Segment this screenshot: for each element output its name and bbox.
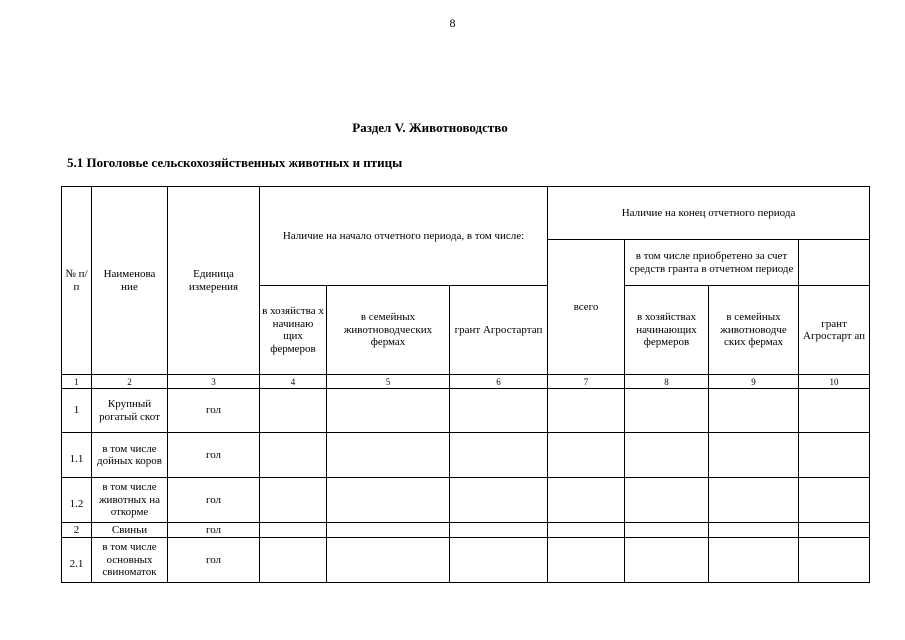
data-cell[interactable] (709, 478, 799, 523)
table-row (62, 538, 870, 583)
data-cell[interactable] (327, 389, 450, 433)
subsection-title: 5.1 Поголовье сельскохозяйственных животных и птицы (67, 155, 403, 170)
row-unit: гол (168, 538, 260, 583)
data-cell[interactable] (327, 433, 450, 478)
row-num: 2 (62, 523, 92, 538)
header-unit: Единица измерения (168, 187, 260, 375)
header-col7-total: всего (548, 240, 625, 375)
data-cell[interactable] (625, 538, 709, 583)
table-row (62, 523, 870, 538)
data-cell[interactable] (450, 523, 548, 538)
data-cell[interactable] (709, 433, 799, 478)
header-num: № п/п (62, 187, 92, 375)
col-number: 3 (168, 375, 260, 389)
header-end-group: Наличие на конец отчетного периода (548, 187, 870, 240)
page-number: 8 (449, 16, 456, 30)
data-cell[interactable] (709, 523, 799, 538)
header-end-empty-cell (799, 240, 870, 286)
data-cell[interactable] (799, 523, 870, 538)
livestock-table (61, 186, 870, 583)
data-cell[interactable] (799, 433, 870, 478)
data-cell[interactable] (548, 538, 625, 583)
col-number: 1 (62, 375, 92, 389)
row-name: Свиньи (92, 523, 168, 538)
row-name: Крупный рогатый скот (92, 389, 168, 433)
data-cell[interactable] (450, 538, 548, 583)
data-cell[interactable] (450, 433, 548, 478)
row-num: 2.1 (62, 538, 92, 583)
data-cell[interactable] (625, 478, 709, 523)
row-unit: гол (168, 433, 260, 478)
row-unit: гол (168, 523, 260, 538)
data-cell[interactable] (709, 389, 799, 433)
col-number: 5 (327, 375, 450, 389)
data-cell[interactable] (260, 389, 327, 433)
data-cell[interactable] (260, 478, 327, 523)
col-number: 8 (625, 375, 709, 389)
row-unit: гол (168, 389, 260, 433)
data-cell[interactable] (625, 389, 709, 433)
data-cell[interactable] (450, 389, 548, 433)
data-cell[interactable] (799, 478, 870, 523)
data-cell[interactable] (548, 478, 625, 523)
data-cell[interactable] (260, 538, 327, 583)
data-cell[interactable] (799, 389, 870, 433)
data-cell[interactable] (260, 433, 327, 478)
table-row (62, 478, 870, 523)
data-cell[interactable] (548, 433, 625, 478)
row-num: 1.1 (62, 433, 92, 478)
header-col9: в семейных животноводче ских фермах (709, 286, 799, 375)
col-number: 10 (799, 375, 870, 389)
data-cell[interactable] (709, 538, 799, 583)
row-num: 1 (62, 389, 92, 433)
row-num: 1.2 (62, 478, 92, 523)
row-name: в том числе дойных коров (92, 433, 168, 478)
header-col10: грант Агростарт ап (799, 286, 870, 375)
data-cell[interactable] (548, 523, 625, 538)
header-start-group: Наличие на начало отчетного периода, в том числе: (260, 187, 548, 286)
header-name: Наименова ние (92, 187, 168, 375)
data-cell[interactable] (625, 433, 709, 478)
row-name: в том числе животных на откорме (92, 478, 168, 523)
header-col4: в хозяйства х начинаю щих фермеров (260, 286, 327, 375)
data-cell[interactable] (327, 538, 450, 583)
table-row (62, 389, 870, 433)
data-cell[interactable] (799, 538, 870, 583)
col-number: 9 (709, 375, 799, 389)
header-col6: грант Агростартап (450, 286, 548, 375)
col-number: 4 (260, 375, 327, 389)
col-number: 6 (450, 375, 548, 389)
row-name: в том числе основных свиноматок (92, 538, 168, 583)
col-number: 7 (548, 375, 625, 389)
col-number: 2 (92, 375, 168, 389)
row-unit: гол (168, 478, 260, 523)
section-title: Раздел V. Животноводство (352, 120, 508, 135)
data-cell[interactable] (450, 478, 548, 523)
data-cell[interactable] (625, 523, 709, 538)
data-cell[interactable] (260, 523, 327, 538)
header-col8: в хозяйствах начинающих фермеров (625, 286, 709, 375)
table-row (62, 433, 870, 478)
data-cell[interactable] (327, 523, 450, 538)
data-cell[interactable] (327, 478, 450, 523)
data-cell[interactable] (548, 389, 625, 433)
header-col5: в семейных животноводческих фермах (327, 286, 450, 375)
header-end-subgroup: в том числе приобретено за счет средств гранта в отчетном периоде (625, 240, 799, 286)
